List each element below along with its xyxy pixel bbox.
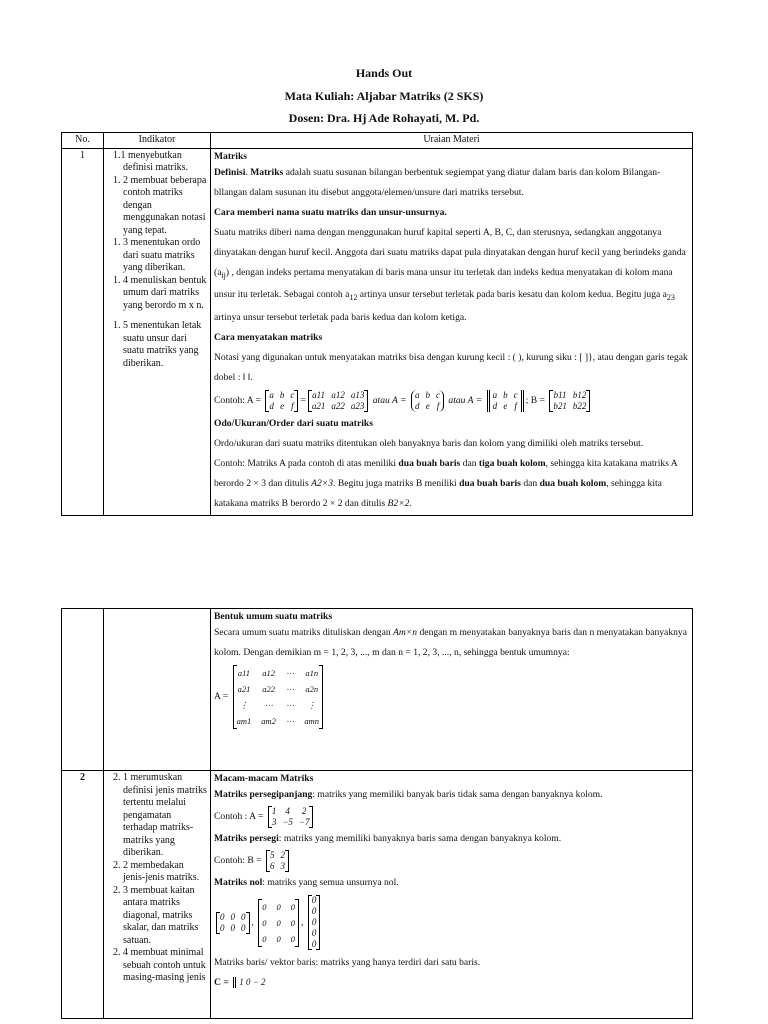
matrix-entry: a12 xyxy=(262,668,275,678)
matrix-entry: 1 xyxy=(271,805,277,816)
matrix-entry: 0 xyxy=(220,922,225,933)
row-vector-def: Matriks baris/ vektor baris: matriks yang hanya terdiri dari satu baris. xyxy=(214,957,481,968)
matrix-entry: amn xyxy=(304,716,320,726)
matrix-entry: b12 xyxy=(572,390,587,401)
matrix-entry: 0 xyxy=(290,917,296,928)
indicator-list xyxy=(104,148,211,516)
material-cell xyxy=(211,148,693,516)
matrix-entry: a13 xyxy=(350,390,365,401)
matrix-entry: 0 xyxy=(311,917,317,928)
matrix-entry: e xyxy=(425,401,430,412)
matrix-entry: a21 xyxy=(311,401,326,412)
definition-paragraph: Definisi. Matriks adalah suatu susunan bilangan berbentuk segiempat yang diatur dalam baris dan kolom Bilangan-bllangan dalam susunan itu disebut anggota/elemen/unsure dari matriks tersebut. xyxy=(214,166,661,198)
course-title: Mata Kuliah: Aljabar Matriks (2 SKS) xyxy=(284,89,484,103)
matrix-entry: ⋯ xyxy=(285,700,295,710)
matrix-entry: a22 xyxy=(262,684,275,694)
materials-table-2 xyxy=(61,608,693,1019)
matrix-entry: 0 xyxy=(262,933,267,944)
matrix-entry: 0 xyxy=(311,939,317,950)
indicator-item: 1. 3 menentukan ordo dari suatu matriks yang diberikan. xyxy=(113,237,201,273)
matrix-entry: am2 xyxy=(261,716,276,726)
col-header-material: Uraian Materi xyxy=(211,133,693,149)
general-matrix-line: A = a11 a12 ⋯ a1n a21 a22 ⋯ a2n ⋮ ⋯ ⋯ ⋮ am1 am2 ⋯ amn xyxy=(214,665,689,729)
matrix-entry: e xyxy=(503,401,508,412)
heading-order: Odo/Ukuran/Order dari suatu matriks xyxy=(214,418,373,430)
matrix-entry: 0 xyxy=(220,911,225,922)
matrix-entry: 0 xyxy=(290,933,296,944)
matrix-types-cell xyxy=(211,771,693,1019)
matrix-entry: a2n xyxy=(305,684,319,694)
matrix-abc-double-bar xyxy=(487,390,524,412)
notation-paragraph: Notasi yang digunakan untuk menyatakan matriks bisa dengan kurung kecil : ( ), kurung siku : [ ]}, atau dengan garis tegak dobel : ǁ ǁ. xyxy=(214,352,688,384)
heading-notation: Cara menyatakan matriks xyxy=(214,332,323,344)
matrix-entry: a12 xyxy=(331,390,345,401)
matrix-rect xyxy=(268,806,314,828)
row-number: 1 xyxy=(62,148,104,516)
matrix-entry: c xyxy=(435,390,440,401)
matrix-entry: ⋯ xyxy=(264,700,273,710)
matrix-entry: d xyxy=(492,401,498,412)
zero-matrix-5x1 xyxy=(308,895,321,950)
indicator-item: 1.1 menyebutkan definisi matriks. xyxy=(113,149,188,173)
matrix-entry: ⋮ xyxy=(307,700,316,710)
matrix-entry: a1n xyxy=(305,668,319,678)
square-matrix-def: Matriks persegi: matriks yang memiliki banyaknya baris sama dengan banyaknya kolom. xyxy=(214,833,562,844)
order-paragraph-1: Ordo/ukuran dari suatu matriks ditentukan oleh banyaknya baris dan kolom yang dimiliki oleh matriks tersebut. xyxy=(214,438,644,450)
empty-indicator-cell xyxy=(104,609,211,771)
row-vector-matrix: 1 0 − 2 xyxy=(233,977,268,988)
matrix-entry: −5 xyxy=(282,816,293,827)
indicator-item: 2. 1 merumuskan definisi jenis matriks tertentu melalui pengamatan terhadap matriks-matriks yang diberikan. xyxy=(113,772,207,858)
matrix-entry: 0 xyxy=(311,895,317,906)
matrix-entry: ⋯ xyxy=(285,684,295,694)
matrix-entry: 3 xyxy=(271,816,277,827)
matrix-entry: c xyxy=(513,390,518,401)
indicator-list xyxy=(104,771,211,1019)
matrix-entry: 0 xyxy=(262,917,267,928)
matrix-entry: ⋯ xyxy=(285,716,295,726)
indicator-item: 2. 2 membedakan jenis-jenis matriks. xyxy=(113,859,200,883)
matrix-entry: a21 xyxy=(237,684,251,694)
matrix-entry: 0 xyxy=(276,933,281,944)
zero-matrix-3x3 xyxy=(258,899,299,947)
matrix-entry: d xyxy=(414,401,420,412)
col-header-indicator: Indikator xyxy=(104,133,211,149)
matrix-entry: a11 xyxy=(312,390,325,401)
matrix-entry: a23 xyxy=(350,401,365,412)
naming-paragraph: Suatu matriks diberi nama dengan menggunakan huruf kapital seperti A, B, C, dan sterusnya, sedangkan anggotanya dinyatakan dengan huruf kecil. Anggota dari suatu matriks dapat pula dinyatakan dengan huruf kecil yang berindeks ganda $(a_{ij})$ , dengan indeks pertama menyatakan di baris mana unsur itu terletak dan indeks kedua menyatakan di kolom mana unsur itu terletak. Sebagai contoh $a_{12}$ artinya unsur tersebut terletak pada baris kesatu dan kolom kedua. Begitu juga $a_{23}$ artinya unsur tersebut terletak pada baris kedua dan kolom ketiga. xyxy=(214,226,686,324)
indicator-item: 1. 4 menuliskan bentuk umum dari matriks yang berordo m x n. xyxy=(113,274,207,311)
matrix-entry: 0 xyxy=(230,911,235,922)
rectangular-matrix-example: Contoh : A = 1 4 2 3 −5 −7 xyxy=(214,805,689,829)
indicator-item: 2. 4 membuat minimal sebuah contoh untuk masing-masing jenis xyxy=(113,947,206,983)
lecturer-line: Dosen: Dra. Hj Ade Rohayati, M. Pd. xyxy=(288,111,480,125)
matrix-entry: a xyxy=(269,390,274,401)
square-matrix-example: Contoh: B = 5 2 6 3 xyxy=(214,849,689,873)
matrix-entry: b xyxy=(425,390,430,401)
empty-no-cell xyxy=(62,609,104,771)
row-number: 2 xyxy=(62,771,104,1019)
matrix-entry: 4 xyxy=(285,805,290,816)
matrix-entry: a xyxy=(492,390,498,401)
matrix-entry: c xyxy=(290,390,295,401)
heading-naming: Cara memberi nama suatu matriks dan unsur-unsurnya. xyxy=(214,206,447,218)
matrix-entry: 0 xyxy=(241,911,246,922)
zero-matrix-2x3 xyxy=(216,912,250,934)
indicator-item: 1. 2 membuat beberapa contoh matriks dengan menggunakan notasi yang tepat. xyxy=(113,174,207,236)
matrix-entry: −7 xyxy=(298,816,310,827)
materials-table-1 xyxy=(61,132,693,516)
row-vector-example: C = 1 0 − 2 xyxy=(214,973,689,993)
heading-matrix-types: Macam-macam Matriks xyxy=(214,773,314,784)
notation-example: Contoh: A = a b c d e f = a11 a12 a13 a21 a22 a23 atau A = a b c d e f atau A = a b c d e f ; B = b11 b12 b21 b22 xyxy=(214,388,689,414)
zero-matrix-examples: 0 0 0 0 0 0 , 0 0 0 0 0 0 0 0 0 , 0 0 0 0 0 xyxy=(214,893,689,953)
general-form-paragraph: Secara umum suatu matriks dituliskan dengan Am×n dengan m menyatakan banyaknya baris dan n menyatakan banyaknya kolom. Dengan demikian m = 1, 2, 3, ..., m dan n = 1, 2, 3, ..., n, sehingga bentuk umumnya: xyxy=(214,627,687,658)
matrix-entry: 3 xyxy=(280,860,285,871)
rectangular-matrix-def: Matriks persegipanjang: matriks yang memiliki banyak baris tidak sama dengan banyaknya kolom. xyxy=(214,789,603,800)
matrix-abc-paren xyxy=(411,390,444,412)
heading-matriks: Matriks xyxy=(214,150,248,162)
matrix-entry: b11 xyxy=(553,390,567,401)
matrix-entry: b21 xyxy=(553,401,567,412)
matrix-entry: 0 xyxy=(311,906,317,917)
matrix-entry: ⋮ xyxy=(239,700,249,710)
matrix-entry: am1 xyxy=(236,716,252,726)
matrix-entry: 0 xyxy=(262,901,267,912)
order-paragraph-2: Contoh: Matriks A pada contoh di atas meniliki dua buah baris dan tiga buah kolom, sehingga kita katakana matriks A berordo 2 × 3 dan ditulis A2×3. Begitu juga matriks B meniliki dua buah baris dan dua buah kolom, sehingga kita katakana matriks B berordo 2 × 2 dan ditulis B2×2. xyxy=(214,458,678,510)
matrix-entry: 0 xyxy=(241,922,246,933)
matrix-entry: ⋯ xyxy=(285,668,295,678)
matrix-entry: 2 xyxy=(280,849,285,860)
matrix-entry: f xyxy=(291,401,294,412)
matrix-entry: 0 xyxy=(290,901,296,912)
indicator-item: 2. 3 membuat kaitan antara matriks diagonal, matriks skalar, dan matriks satuan. xyxy=(113,884,199,946)
matrix-square xyxy=(266,850,289,872)
col-header-no: No. xyxy=(62,133,104,149)
matrix-entry: 0 xyxy=(230,922,235,933)
matrix-entry: 0 xyxy=(276,917,281,928)
matrix-entry: a22 xyxy=(331,401,345,412)
matrix-entry: f xyxy=(514,401,517,412)
matrix-entry: 5 xyxy=(269,849,275,860)
heading-general-form: Bentuk umum suatu matriks xyxy=(214,611,333,622)
zero-matrix-def: Matriks nol: matriks yang semua unsurnya nol. xyxy=(214,877,399,888)
matrix-entry: e xyxy=(280,401,285,412)
general-matrix xyxy=(233,665,323,729)
indicator-item: 1. 5 menentukan letak suatu unsur dari suatu matriks yang diberikan. xyxy=(113,320,202,369)
matrix-entry: b xyxy=(279,390,285,401)
matrix-entry: 6 xyxy=(269,860,275,871)
matrix-entry: a xyxy=(414,390,420,401)
matrix-bij-square xyxy=(549,390,590,412)
matrix-entry: b xyxy=(503,390,508,401)
matrix-aij-square xyxy=(308,390,369,412)
general-form-cell xyxy=(211,609,693,771)
matrix-entry: f xyxy=(436,401,440,412)
matrix-entry: b22 xyxy=(572,401,587,412)
matrix-entry: 0 xyxy=(311,928,317,939)
document-title: Hands Out xyxy=(355,66,413,80)
matrix-entry: 0 xyxy=(276,901,281,912)
matrix-entry: d xyxy=(269,401,274,412)
matrix-entry: 2 xyxy=(301,805,307,816)
matrix-entry: a11 xyxy=(237,668,250,678)
matrix-abc-square xyxy=(265,390,298,412)
